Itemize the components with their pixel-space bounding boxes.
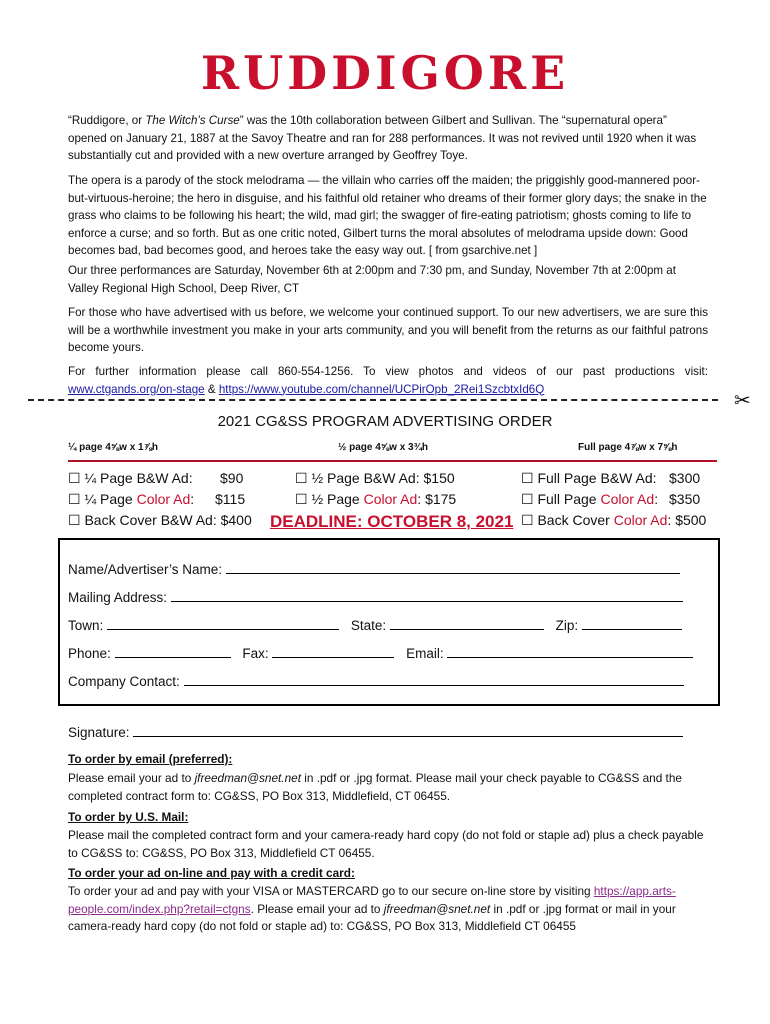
phone-field[interactable] [115, 645, 231, 658]
mailing-address-field[interactable] [171, 589, 683, 602]
ad-size-bar [68, 438, 717, 462]
option-price: $90 [220, 470, 244, 486]
email-field[interactable] [447, 645, 693, 658]
scissors-icon: ✂ [734, 390, 751, 412]
ampersand: & [204, 382, 219, 396]
mailing-row [68, 589, 683, 607]
option-label: ☐ ¼ Page [68, 491, 137, 507]
full-page-size: Full page 4⅞w x 7⅝h [578, 442, 678, 453]
company-contact-field[interactable] [184, 673, 684, 686]
half-page-size: ½ page 4⅝w x 3¾h [338, 442, 429, 453]
option-price: $175 [425, 491, 457, 507]
option-colon: : [654, 491, 659, 507]
option-colon: : [190, 491, 195, 507]
option-label: ☐ ½ Page [295, 491, 364, 507]
contact-row [68, 673, 684, 691]
option-price: $350 [669, 491, 701, 507]
option-colon: : [417, 491, 422, 507]
contact-label: Company Contact: [68, 674, 180, 689]
state-field[interactable] [390, 617, 544, 630]
state-label: State: [350, 618, 387, 633]
option-back-cover-bw[interactable] [68, 510, 252, 530]
further-info [68, 363, 708, 398]
email-order-heading-text: To order by email (preferred) [68, 752, 229, 766]
online-order-heading [68, 866, 355, 880]
online-order-text-part: . Please email your ad to [250, 901, 384, 916]
intro-text: “Ruddigore, or [68, 114, 146, 127]
option-price: $400 [220, 512, 252, 528]
option-half-bw[interactable] [295, 468, 455, 488]
heading-colon: : [350, 866, 355, 880]
ctgands-link[interactable]: www.ctgands.org/on-stage [68, 382, 205, 396]
arts-people-link[interactable]: https://app.arts-people.com/index.php?retail=ctgns [68, 884, 676, 916]
signature-row [68, 724, 683, 740]
youtube-link[interactable]: https://www.youtube.com/channel/UCPirOpb_2Rei1SzcbtxId6Q [218, 382, 545, 396]
heading-colon: : [228, 752, 233, 766]
name-field[interactable] [226, 561, 680, 574]
email-order-heading [68, 752, 232, 766]
zip-field[interactable] [582, 617, 682, 630]
online-order-text-part: To order your ad and pay with your VISA or MASTERCARD go to our secure on-line store by visiting [68, 884, 594, 898]
name-label: Name/Advertiser’s Name: [68, 562, 223, 577]
option-half-color[interactable] [295, 489, 456, 509]
zip-label: Zip: [555, 618, 579, 633]
email-address: jfreedman@snet.net [194, 771, 301, 785]
intro-text: ” was the 10th collaboration between Gilbert and Sullivan. The “supernatural opera” opened on January 21, 1887 at the Savoy Theatre and ran for 288 performances. It was not revived until 1920 when it was substantially cut and provided with a new overture arranged by Geoffrey Toye. [68, 114, 697, 162]
option-quarter-bw[interactable] [68, 468, 244, 488]
option-price: $300 [669, 470, 701, 486]
form-heading: 2021 CG&SS PROGRAM ADVERTISING ORDER [217, 413, 553, 430]
option-label: ☐ Full Page [521, 491, 601, 507]
email-label: Email: [406, 646, 444, 661]
quarter-page-size: ¼ page 4⅝w x 1⅞h [68, 442, 159, 453]
option-label: ☐ ½ Page B&W Ad: [295, 470, 420, 486]
intro-paragraph-history [68, 112, 708, 165]
page-title: RUDDIGORE [200, 46, 570, 100]
online-order-text [68, 883, 713, 936]
email-order-text [68, 770, 713, 805]
online-order-heading-text: To order your ad on-line and pay with a credit card [68, 866, 351, 880]
email-address: jfreedman@snet.net [383, 901, 491, 916]
option-red: Color Ad [136, 491, 191, 507]
mail-order-text: Please mail the completed contract form and your camera-ready hard copy (do not fold or staple ad) plus a check payable to CG&SS to: CG&SS, PO Box 313, Middlefield CT 06455. [68, 828, 704, 860]
email-order-text-part: Please email your ad to [68, 771, 195, 785]
option-red: Color Ad [600, 491, 655, 507]
signature-label: Signature: [68, 725, 130, 740]
deadline-notice: DEADLINE: OCTOBER 8, 2021 [270, 512, 514, 531]
further-info-text: For further information please call 860-554-1256. To view photos and videos of our past productions visit: [68, 365, 708, 378]
option-price: $500 [675, 512, 707, 528]
town-label: Town: [68, 618, 104, 633]
email-order-text-part: in .pdf or .jpg format. Please mail your check payable to CG&SS and the completed contract form to: CG&SS, PO Box 313, Middlefield, CT 06455. [68, 771, 682, 803]
option-red: Color Ad [363, 491, 418, 507]
signature-field[interactable] [133, 724, 683, 737]
mailing-label: Mailing Address: [68, 590, 168, 605]
fax-label: Fax: [242, 646, 269, 661]
subtitle-italic: The Witch’s Curse [145, 114, 240, 127]
performance-dates: Our three performances are Saturday, November 6th at 2:00pm and 7:30 pm, and Sunday, November 7th at 2:00pm at Valley Regional High School, Deep River, CT [68, 264, 676, 295]
option-colon: : [667, 512, 672, 528]
option-full-bw[interactable] [521, 468, 701, 488]
option-full-color[interactable] [521, 489, 701, 509]
option-price: $115 [215, 491, 246, 507]
option-quarter-color[interactable] [68, 489, 246, 509]
online-order-text-part: in .pdf or .jpg format or mail in your camera-ready hard copy (do not fold or staple ad) to: CG&SS, PO Box 313, Middlefield CT 06455 [68, 901, 676, 933]
option-label: ☐ Back Cover [521, 512, 614, 528]
name-row [68, 561, 680, 579]
phone-label: Phone: [68, 646, 111, 661]
town-field[interactable] [107, 617, 339, 630]
intro-paragraph-parody: The opera is a parody of the stock melodrama — the villain who carries off the maiden; the priggishly good-mannered poor-but-virtuous-heroine; the hero in disguise, and his faithful old retainer who dreams of their former glory days; the snake in the grass who claims to be following his heart; the wild, mad girl; the swagger of fire-eating patriotism; ghosts coming to life to enforce a curse; and so forth. But as one critic noted, Gilbert turns the moral absolutes of melodrama upside down: Good becomes bad, bad becomes good, and heroes take the easy way out. [ from gsarchive.net ] [68, 174, 707, 257]
advertiser-welcome: For those who have advertised with us before, we welcome your continued support. To our new advertisers, we are sure this will be a worthwhile investment you make in your arts community, and you will benefit from the returns as our faithful patrons become yours. [68, 306, 708, 354]
option-price: $150 [423, 470, 455, 486]
option-red: Color Ad [613, 512, 668, 528]
fax-field[interactable] [272, 645, 394, 658]
option-back-cover-color[interactable] [521, 510, 706, 530]
mail-order-heading: To order by U.S. Mail: [68, 810, 189, 824]
cut-line [28, 399, 718, 401]
town-row [68, 617, 682, 635]
option-label: ☐ Full Page B&W Ad: [521, 470, 657, 486]
option-label: ☐ Back Cover B&W Ad: [68, 512, 217, 528]
option-label: ☐ ¼ Page B&W Ad: [68, 470, 193, 486]
phone-row [68, 645, 693, 663]
